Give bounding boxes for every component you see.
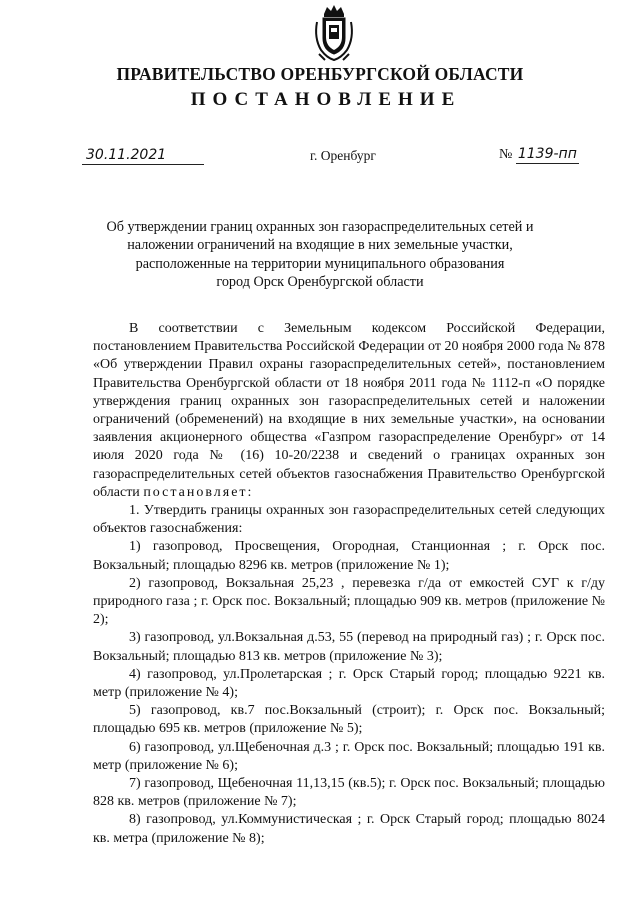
list-item: 5) газопровод, кв.7 пос.Вокзальный (строит); г. Орск пос. Вокзальный; площадью 695 кв. метров (приложение № 5); [93,703,605,737]
intro-paragraph [93,320,605,502]
list-item: 4) газопровод, ул.Пролетарская ; г. Орск Старый город; площадью 9221 кв. метр (приложение № 4); [93,666,605,701]
subject-line: Об утверждении границ охранных зон газораспределительных сетей и [106,219,534,235]
list-item: 6) газопровод, ул.Щебеночная д.3 ; г. Орск пос. Вокзальный; площадью 191 кв. метр (приложение № 6); [93,739,605,773]
intro-text: В соответствии с Земельным кодексом Российской Федерации, постановлением Правительства Российской Федерации от 20 ноября 2000 года № 878 «Об утверждении Правил охраны газораспределительных сетей», постановлением Правительства Оренбургской области от 18 ноября 2011 года № 1112-п «О порядке утверждения границ охранных зон газораспределительных сетей и наложении ограничений (обременений) на входящие в них земельные участки», на основании заявления акционерного общества «Газпром газораспределение Оренбург» от 14 июля 2020 года № (16) 10-20/2238 и сведений о границах охранных зон газораспределительных сетей объектов газоснабжения Правительство Оренбургской области [93,321,605,500]
list-item: 7) газопровод, Щебеночная 11,13,15 (кв.5); г. Орск пос. Вокзальный; площадью 828 кв. метров (приложение № 7); [93,776,605,810]
subject-line: город Орск Оренбургской области [216,274,424,291]
document-date: 30.11.2021 [82,146,204,165]
list-item: 1. Утвердить границы охранных зон газораспределительных сетей следующих объектов газоснабжения: [93,503,605,537]
government-title: ПРАВИТЕЛЬСТВО ОРЕНБУРГСКОЙ ОБЛАСТИ [116,64,524,84]
document-body [93,320,605,848]
list-item: 8) газопровод, ул.Коммунистическая ; г. Орск Старый город; площадью 8024 кв. метра (приложение № 8); [93,812,605,846]
number-sign: № [499,147,513,162]
list-item: 2) газопровод, Вокзальная 25,23 , перевезка г/да от емкостей СУГ к г/ду природного газа ; г. Орск пос. Вокзальный; площадью 909 кв. метров (приложение № 2); [93,575,605,628]
subject-line: наложении ограничений на входящие в них земельные участки, [127,237,513,254]
list-item: 3) газопровод, ул.Вокзальная д.53, 55 (перевод на природный газ) ; г. Орск пос. Вокзальный; площадью 813 кв. метров (приложение № 3); [93,630,605,664]
document-number [499,145,579,164]
document-city: г. Оренбург [310,148,376,163]
document-subject [100,218,540,292]
document-type: ПОСТАНОВЛЕНИЕ [190,89,462,110]
subject-line: расположенные на территории муниципального образования [135,255,505,272]
list-item: 1) газопровод, Просвещения, Огородная, Станционная ; г. Орск пос. Вокзальный; площадью 8296 кв. метров (приложение № 1); [93,539,605,573]
orenburg-coat-of-arms-icon [311,4,357,62]
decree-word: постановляет: [143,484,254,500]
number-value: 1139-пп [517,146,577,162]
